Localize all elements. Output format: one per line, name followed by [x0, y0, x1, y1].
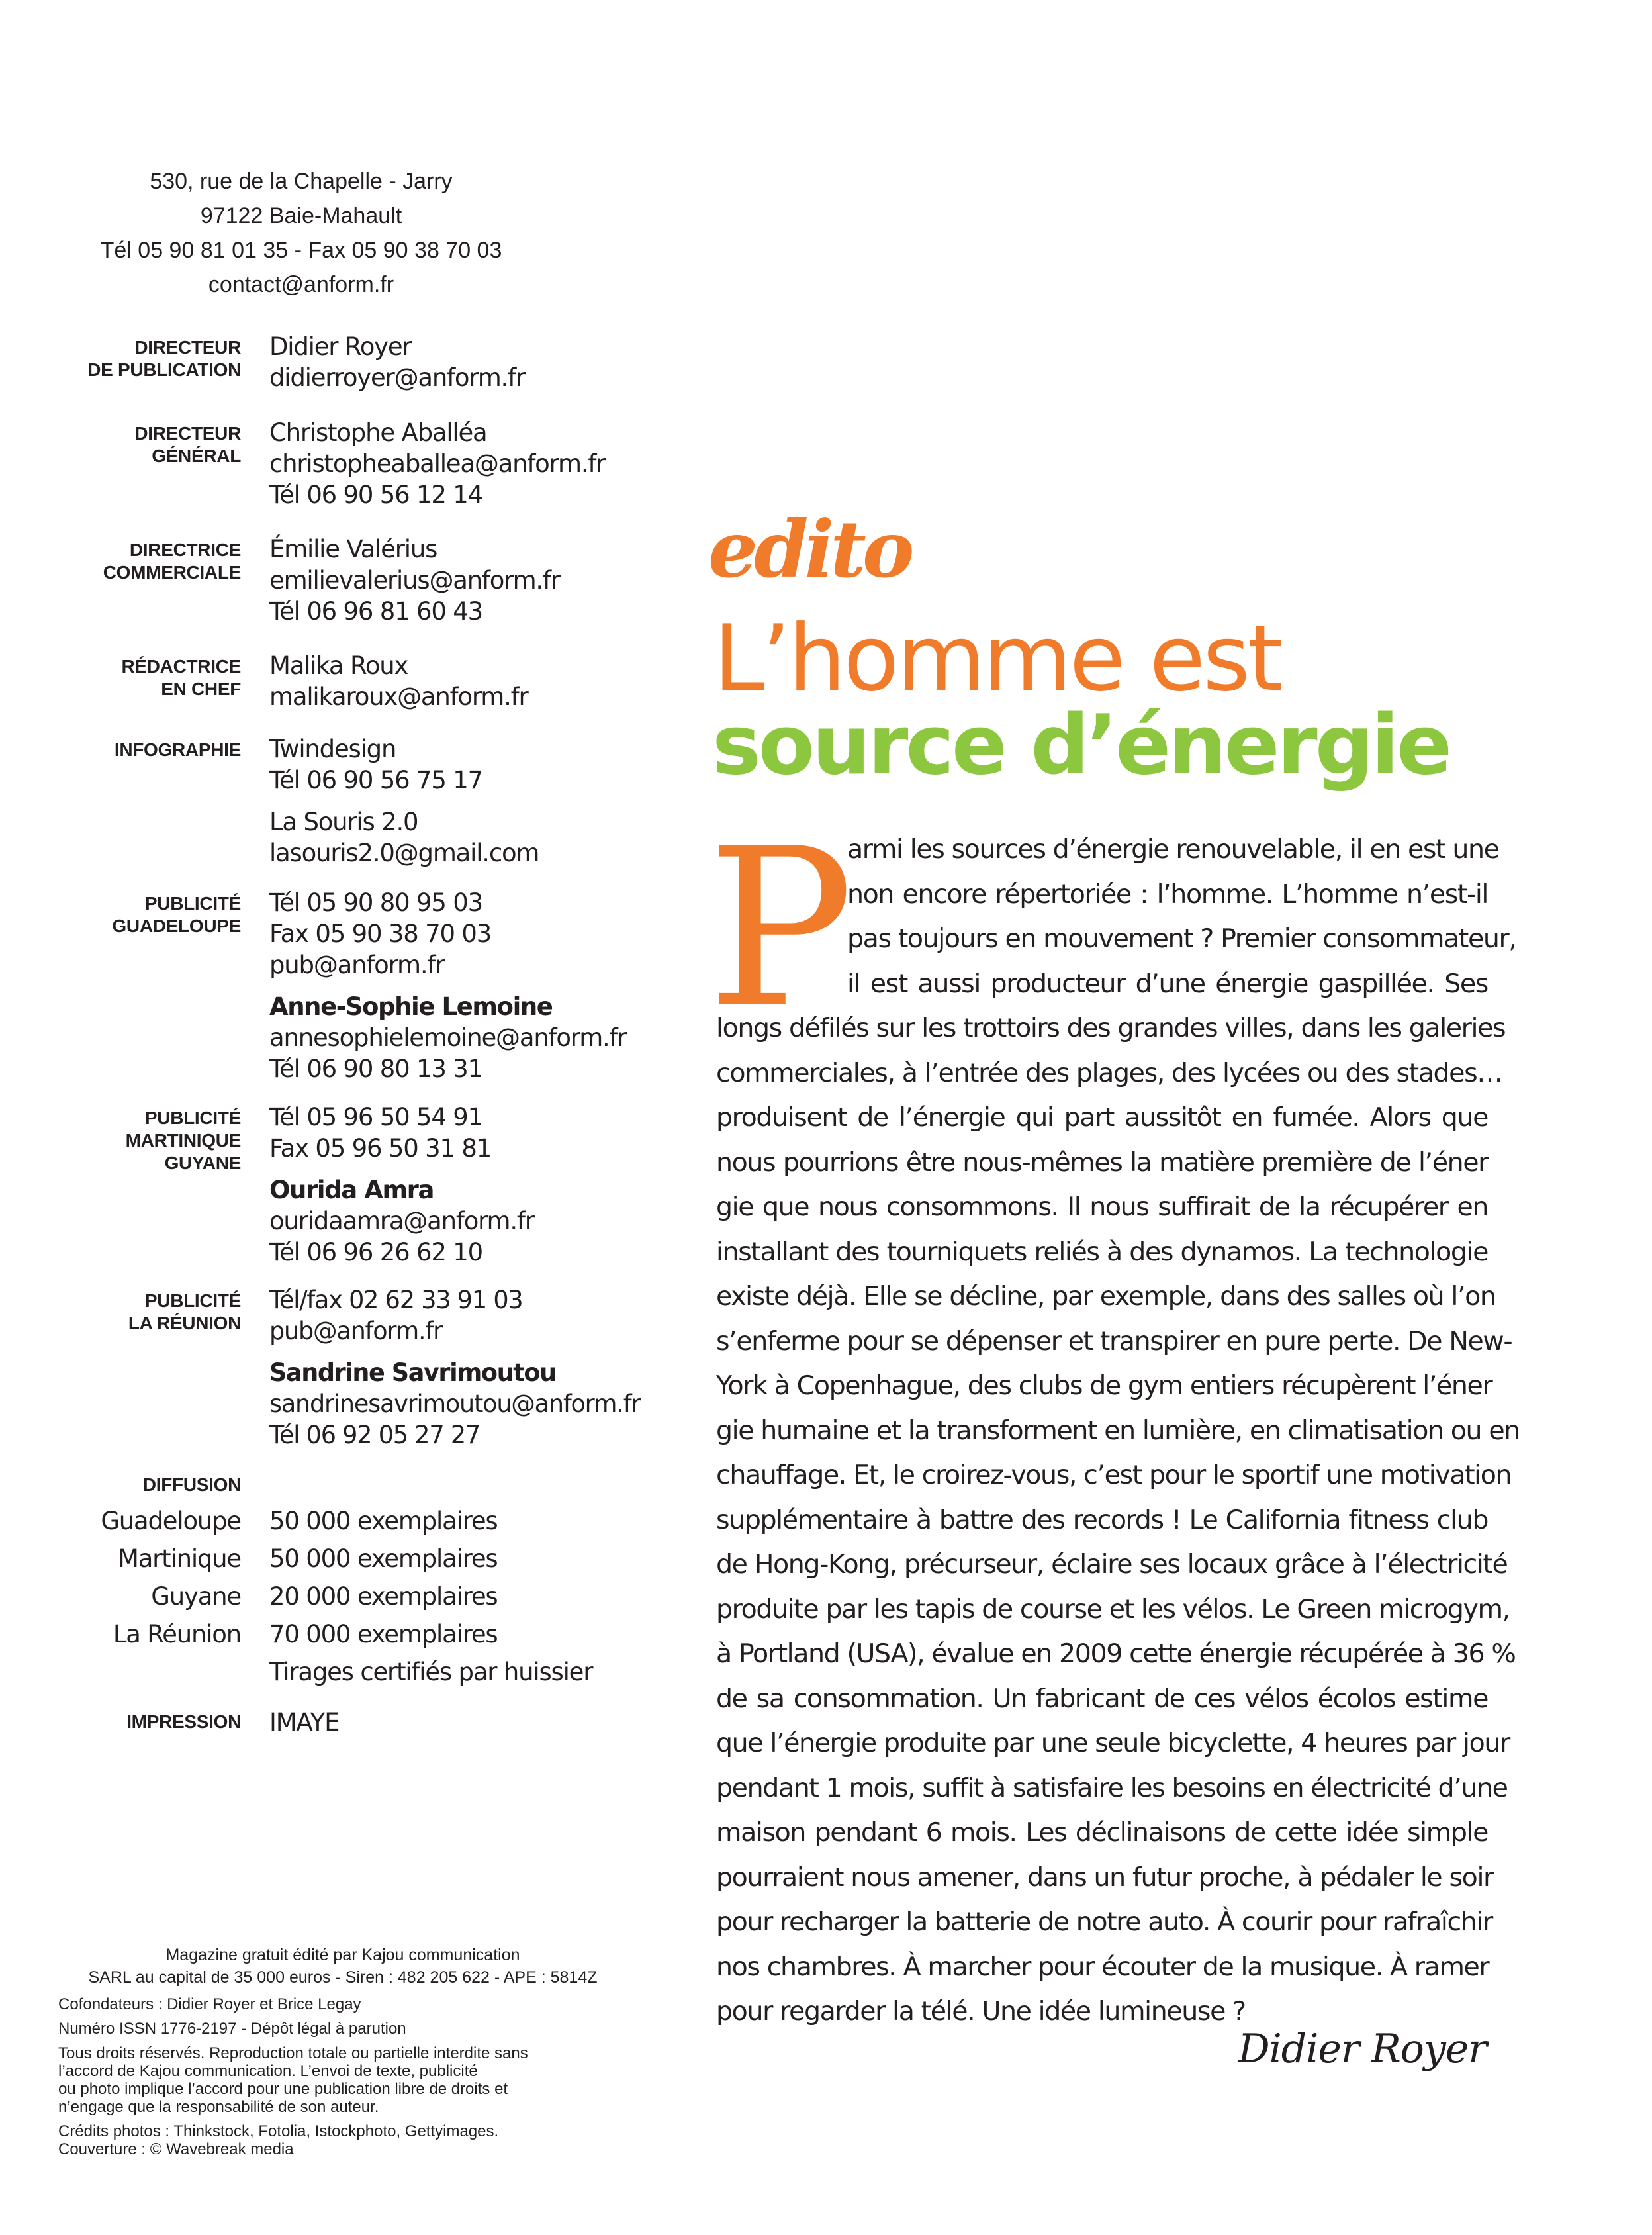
footer-issn: Numéro ISSN 1776-2197 - Dépôt légal à parution	[58, 2020, 406, 2038]
address-city: 97122 Baie-Mahault	[200, 203, 402, 228]
diffusion-row	[0, 1543, 662, 1580]
credit-label	[3, 336, 241, 381]
credit-tel: Tél 06 92 05 27 27	[269, 1421, 481, 1449]
credit-values	[269, 331, 525, 393]
credit-tel: Tél 05 96 50 54 91	[269, 1103, 482, 1131]
footer-photo-credits: Crédits photos : Thinkstock, Fotolia, Istockphoto, Gettyimages.	[58, 2122, 499, 2140]
credit-fax: Fax 05 96 50 31 81	[269, 1134, 492, 1163]
address-phone-fax: Tél 05 90 81 01 35 - Fax 05 90 38 70 03	[100, 238, 502, 263]
edito-body-line: pour recharger la batterie de notre auto. À courir pour rafraîchir	[716, 1907, 1492, 1937]
credit-tel: Tél/fax 02 62 33 91 03	[269, 1286, 523, 1314]
credit-email[interactable]: ouridaamra@anform.fr	[269, 1207, 534, 1235]
credit-label-line: COMMERCIALE	[103, 562, 241, 583]
edito-body-line: que l’énergie produite par une seule bicyclette, 4 heures par jour	[716, 1728, 1510, 1758]
footer-rights-line: ou photo implique l’accord pour une publication libre de droits et	[58, 2080, 508, 2098]
credit-label-line: MARTINIQUE	[125, 1130, 241, 1151]
edito-body-line: pas toujours en mouvement ? Premier consommateur,	[847, 924, 1516, 954]
edito-body-line: pourraient nous amener, dans un futur proche, à pédaler le soir	[716, 1862, 1493, 1893]
edito-body-line: commerciales, à l’entrée des plages, des lycées ou des stades…	[716, 1057, 1502, 1088]
credit-label-line: GÉNÉRAL	[152, 446, 241, 466]
credit-email[interactable]: christopheaballea@anform.fr	[269, 450, 606, 478]
credit-tel: Tél 06 90 56 75 17	[269, 766, 482, 794]
diffusion-row	[0, 1581, 662, 1618]
edito-title-line2: source d’énergie	[712, 698, 1450, 793]
credit-label	[3, 539, 241, 584]
edito-body-line: gie humaine et la transforment en lumière, en climatisation ou en	[716, 1415, 1520, 1446]
diffusion-row	[0, 1619, 662, 1656]
diffusion-value: 50 000 exemplaires	[269, 1507, 498, 1535]
credit-label-line: GUYANE	[164, 1153, 241, 1173]
address-street: 530, rue de la Chapelle - Jarry	[150, 169, 453, 194]
credit-tel: Tél 05 90 80 95 03	[269, 888, 482, 917]
credit-label	[3, 1107, 241, 1174]
edito-body-line: nos chambres. À marcher pour écouter de la musique. À ramer	[716, 1951, 1489, 1982]
edito-body-line: pour regarder la télé. Une idée lumineuse ?	[716, 1996, 1246, 2026]
edito-body-line: de Hong-Kong, précurseur, éclaire ses locaux grâce à l’électricité	[716, 1549, 1508, 1580]
credit-label	[3, 739, 241, 761]
credit-tel: Tél 06 90 56 12 14	[269, 481, 482, 509]
edito-dropcap: P	[707, 802, 854, 1056]
credit-values	[269, 534, 560, 627]
credit-tel: Tél 06 96 81 60 43	[269, 597, 482, 626]
edito-body-line: produite par les tapis de course et les vélos. Le Green microgym,	[716, 1593, 1510, 1625]
credit-label-line: PUBLICITÉ	[144, 1290, 241, 1311]
credit-label	[3, 422, 241, 467]
credit-name: Malika Roux	[269, 651, 408, 680]
credit-name: La Souris 2.0	[269, 808, 418, 836]
footer-rights-line: n’engage que la responsabilité de son auteur.	[58, 2098, 379, 2116]
edito-body	[716, 828, 1520, 2034]
edito-body-line: installant des tourniquets reliés à des dynamos. La technologie	[716, 1236, 1488, 1267]
edito-body-line: supplémentaire à battre des records ! Le California fitness club	[716, 1504, 1488, 1535]
credit-label-line: PUBLICITÉ	[144, 893, 241, 914]
edito-body-line: non encore répertoriée : l’homme. L’homme n’est-il	[847, 879, 1488, 910]
edito-body-line: armi les sources d’énergie renouvelable, il en est une	[847, 834, 1499, 865]
address-email: contact@anform.fr	[208, 272, 394, 297]
credit-label	[3, 892, 241, 937]
edito-body-line: nous pourrions être nous-mêmes la matière première de l’éner	[716, 1147, 1488, 1178]
credit-email[interactable]: lasouris2.0@gmail.com	[269, 839, 539, 867]
footer-rights-line: l’accord de Kajou communication. L’envoi de texte, publicité	[58, 2062, 478, 2080]
diffusion-value: 50 000 exemplaires	[269, 1545, 498, 1573]
credit-values	[269, 734, 539, 869]
credit-label-line: INFOGRAPHIE	[114, 739, 241, 760]
credit-label	[3, 1290, 241, 1335]
footer-cofounders: Cofondateurs : Didier Royer et Brice Legay	[58, 1995, 361, 2013]
credit-name: Twindesign	[269, 735, 396, 763]
edito-body-line: pendant 1 mois, suffit à satisfaire les besoins en électricité d’une	[716, 1772, 1508, 1803]
credit-name: Didier Royer	[269, 332, 412, 361]
diffusion-note-row	[0, 1656, 662, 1693]
credit-label-line: GUADELOUPE	[112, 916, 241, 936]
edito-body-line: produisent de l’énergie qui part aussitôt en fumée. Alors que	[716, 1102, 1488, 1133]
credit-contact-name: Anne-Sophie Lemoine	[269, 992, 553, 1021]
footer-rights-line: Tous droits réservés. Reproduction totale ou partielle interdite sans	[58, 2044, 528, 2062]
diffusion-region: La Réunion	[113, 1620, 241, 1648]
footer-rights	[58, 2044, 627, 2116]
edito-body-line: il est aussi producteur d’une énergie gaspillée. Ses	[847, 968, 1488, 999]
credit-contact-name: Ourida Amra	[269, 1176, 434, 1204]
credit-label-line: LA RÉUNION	[128, 1313, 241, 1333]
credit-values	[269, 650, 528, 712]
diffusion-label: DIFFUSION	[142, 1474, 241, 1495]
edito-body-line: chauffage. Et, le croirez-vous, c’est pour le sportif une motivation	[716, 1460, 1512, 1490]
footer-publisher: Magazine gratuit édité par Kajou communication	[165, 1946, 520, 1964]
impression-value: IMAYE	[269, 1708, 340, 1736]
credit-tel: Tél 06 90 80 13 31	[269, 1055, 482, 1083]
diffusion-region: Guyane	[151, 1582, 241, 1611]
credit-email[interactable]: annesophielemoine@anform.fr	[269, 1023, 627, 1052]
credit-email[interactable]: malikaroux@anform.fr	[269, 683, 528, 711]
credit-contact-name: Sandrine Savrimoutou	[269, 1358, 556, 1387]
credit-email[interactable]: pub@anform.fr	[269, 951, 445, 979]
credit-label-line: PUBLICITÉ	[144, 1108, 241, 1128]
credit-label-line: DIRECTEUR	[134, 423, 241, 444]
edito-signature: Didier Royer	[1238, 2026, 1487, 2072]
credit-values	[269, 1102, 534, 1268]
credit-email[interactable]: sandrinesavrimoutou@anform.fr	[269, 1390, 641, 1418]
edito-body-line: à Portland (USA), évalue en 2009 cette énergie récupérée à 36 %	[716, 1639, 1516, 1669]
credit-label-line: DIRECTRICE	[129, 540, 241, 560]
credit-values	[269, 1284, 640, 1450]
credit-email[interactable]: pub@anform.fr	[269, 1317, 442, 1345]
edito-body-line: longs défilés sur les trottoirs des grandes villes, dans les galeries	[716, 1013, 1506, 1043]
credit-label	[3, 655, 241, 700]
credit-label-line: EN CHEF	[161, 679, 241, 699]
edito-body-line: de sa consommation. Un fabricant de ces vélos écolos estime	[716, 1683, 1488, 1714]
edito-body-line: York à Copenhague, des clubs de gym entiers récupèrent l’éner	[716, 1370, 1492, 1401]
diffusion-value: 70 000 exemplaires	[269, 1620, 498, 1648]
credit-label-line: DIRECTEUR	[134, 337, 241, 357]
publisher-address	[73, 164, 529, 302]
credit-tel: Tél 06 96 26 62 10	[269, 1238, 482, 1266]
footer-company: SARL au capital de 35 000 euros - Siren : 482 205 622 - APE : 5814Z	[88, 1968, 598, 1987]
legal-footer	[58, 1944, 627, 2158]
credit-values	[269, 417, 605, 510]
footer-cover-credit: Couverture : © Wavebreak media	[58, 2140, 294, 2158]
diffusion-row	[0, 1505, 662, 1543]
credit-email[interactable]: didierroyer@anform.fr	[269, 363, 525, 392]
credit-label-line: DE PUBLICATION	[87, 359, 241, 380]
edito-body-line: maison pendant 6 mois. Les déclinaisons de cette idée simple	[716, 1817, 1488, 1848]
edito-body-line: s’enferme pour se dépenser et transpirer en pure perte. De New-	[716, 1325, 1512, 1356]
edito-body-line: existe déjà. Elle se décline, par exemple, dans des salles où l’on	[716, 1281, 1496, 1311]
credit-name: Christophe Aballéa	[269, 418, 487, 447]
diffusion-value: 20 000 exemplaires	[269, 1582, 498, 1611]
diffusion-note: Tirages certifiés par huissier	[269, 1658, 593, 1686]
credit-values	[269, 887, 626, 1084]
impression-label: IMPRESSION	[126, 1711, 241, 1732]
credit-label-line: RÉDACTRICE	[121, 656, 241, 677]
diffusion-region: Guadeloupe	[101, 1507, 241, 1535]
credit-name: Émilie Valérius	[269, 535, 437, 563]
credit-fax: Fax 05 90 38 70 03	[269, 920, 492, 948]
credit-email[interactable]: emilievalerius@anform.fr	[269, 566, 560, 594]
edito-body-line: gie que nous consommons. Il nous suffirait de la récupérer en	[716, 1192, 1488, 1222]
diffusion-region: Martinique	[117, 1545, 241, 1573]
edito-title-line1: L’homme est	[713, 605, 1281, 712]
edito-kicker: edito	[708, 503, 911, 595]
